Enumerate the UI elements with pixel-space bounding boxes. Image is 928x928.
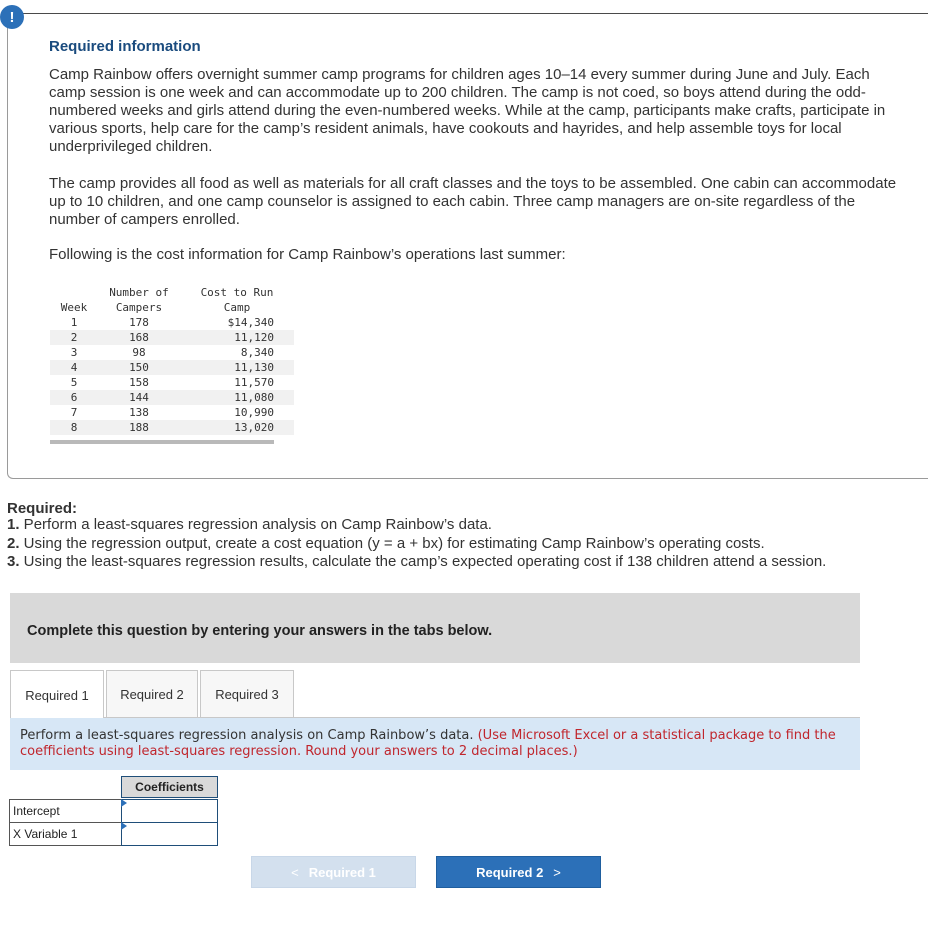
info-paragraph-1: Camp Rainbow offers overnight summer camp programs for children ages 10–14 every summer during June and July. Each camp session is one week and can accommodate up to 200 children. The camp is not coed, so boys attend during the odd-numbered weeks and girls attend during the even-numbered weeks. While at the camp, participants make crafts, participate in various sports, help care for the camp’s resident animals, have cookouts and hayrides, and help assemble toys for local underprivileged children. — [49, 66, 886, 155]
required-item-text: Using the least-squares regression results, calculate the camp’s expected operating cost if 138 children attend a session. — [19, 553, 827, 570]
cell-week: 6 — [50, 390, 98, 405]
intercept-input[interactable] — [121, 799, 218, 823]
cell-campers: 158 — [98, 375, 180, 390]
header-campers-line2: Campers — [115, 301, 163, 314]
cell-week: 1 — [50, 315, 98, 330]
instruction-hint: (Use Microsoft Excel or a statistical package to find the coefficients using least-squares regression. Round your answers to 2 decimal places.) — [20, 728, 836, 759]
header-week: Week — [60, 301, 88, 314]
info-paragraph-2: The camp provides all food as well as materials for all craft classes and the toys to be assembled. One cabin can accommodate up to 10 children, and one camp counselor is assigned to each cabin. Three camp managers are on-site regardless of the number of campers enrolled. — [49, 175, 897, 228]
instruction-text: Perform a least-squares regression analysis on Camp Rainbow’s data. — [20, 728, 478, 743]
header-cost-line1: Cost to Run — [200, 286, 274, 299]
table-bottom-rule — [50, 440, 274, 444]
required-item-number: 1. — [7, 516, 20, 533]
required-item-1 — [7, 516, 492, 534]
table-row — [50, 375, 294, 390]
table-row — [50, 330, 294, 345]
table-row — [50, 360, 294, 375]
banner-text: Complete this question by entering your answers in the tabs below. — [27, 623, 493, 639]
intercept-label: Intercept — [9, 799, 121, 823]
table-row — [50, 405, 294, 420]
next-button-label: Required 2 — [476, 864, 544, 880]
cell-cost: 11,130 — [180, 360, 294, 375]
coefficients-header: Coefficients — [121, 776, 218, 798]
required-item-number: 2. — [7, 535, 20, 552]
required-heading: Required: — [7, 500, 78, 517]
cell-campers: 138 — [98, 405, 180, 420]
header-campers-line1: Number of — [109, 286, 169, 299]
required-item-text: Perform a least-squares regression analysis on Camp Rainbow’s data. — [19, 516, 492, 533]
cell-cost: 8,340 — [180, 345, 294, 360]
cell-campers: 98 — [98, 345, 180, 360]
input-marker-icon — [121, 822, 127, 830]
info-title: Required information — [49, 38, 201, 55]
cell-week: 3 — [50, 345, 98, 360]
previous-button-label: Required 1 — [308, 864, 376, 880]
cell-cost: 13,020 — [180, 420, 294, 435]
cell-campers: 178 — [98, 315, 180, 330]
table-row — [50, 420, 294, 435]
tab-required-2[interactable]: Required 2 — [106, 670, 198, 718]
x-variable-label: X Variable 1 — [9, 822, 121, 846]
cost-data-table — [50, 285, 294, 435]
question-instruction — [10, 718, 860, 770]
x-variable-input[interactable] — [121, 822, 218, 846]
required-item-2 — [7, 535, 765, 553]
cell-cost: 11,120 — [180, 330, 294, 345]
header-cost-line2: Camp — [223, 301, 251, 314]
cell-week: 5 — [50, 375, 98, 390]
tab-required-1[interactable]: Required 1 — [10, 670, 104, 719]
cell-campers: 150 — [98, 360, 180, 375]
required-item-3 — [7, 553, 826, 571]
cell-cost: $14,340 — [180, 315, 294, 330]
table-row — [50, 315, 294, 330]
info-paragraph-3: Following is the cost information for Camp Rainbow’s operations last summer: — [49, 246, 566, 263]
next-button[interactable] — [436, 856, 601, 888]
cell-campers: 144 — [98, 390, 180, 405]
cell-week: 8 — [50, 420, 98, 435]
chevron-right-icon: > — [553, 864, 561, 880]
cell-cost: 10,990 — [180, 405, 294, 420]
chevron-left-icon: < — [291, 864, 299, 880]
cell-cost: 11,080 — [180, 390, 294, 405]
instruction-banner — [10, 593, 860, 663]
cell-week: 2 — [50, 330, 98, 345]
required-item-text: Using the regression output, create a cost equation (y = a + bx) for estimating Camp Rainbow’s operating costs. — [19, 535, 765, 552]
input-marker-icon — [121, 799, 127, 807]
cell-campers: 168 — [98, 330, 180, 345]
previous-button[interactable] — [251, 856, 416, 888]
cell-cost: 11,570 — [180, 375, 294, 390]
cell-campers: 188 — [98, 420, 180, 435]
alert-icon: ! — [0, 5, 24, 29]
cell-week: 4 — [50, 360, 98, 375]
cell-week: 7 — [50, 405, 98, 420]
table-row — [50, 345, 294, 360]
table-row — [50, 390, 294, 405]
tab-required-3[interactable]: Required 3 — [200, 670, 294, 718]
required-item-number: 3. — [7, 553, 20, 570]
